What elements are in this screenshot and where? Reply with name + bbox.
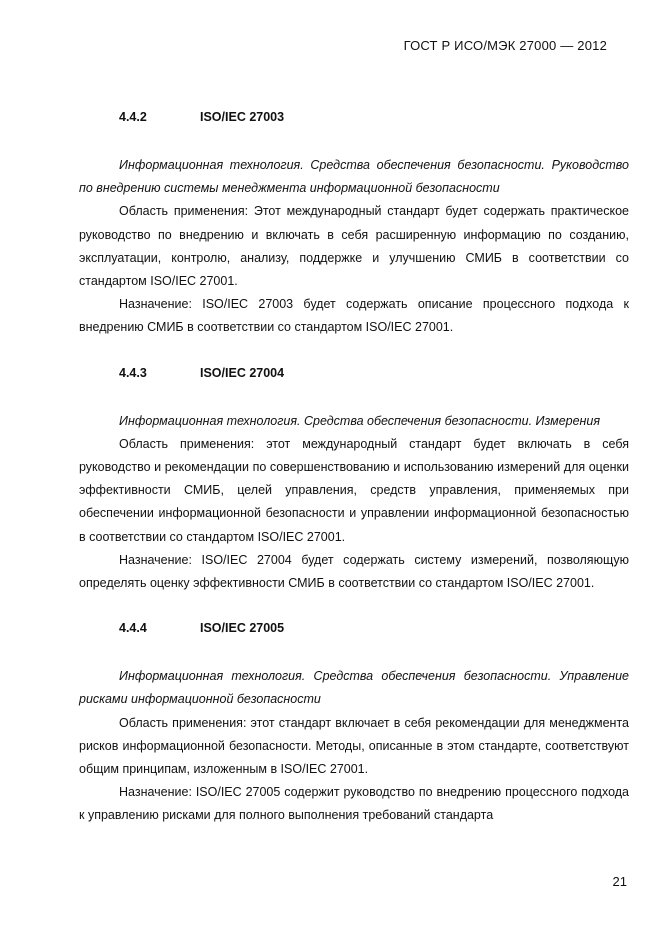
section-heading — [79, 619, 629, 637]
page-number: 21 — [612, 874, 627, 889]
section-heading — [79, 108, 629, 126]
section-number: 4.4.2 — [119, 110, 147, 124]
document-header: ГОСТ Р ИСО/МЭК 27000 — 2012 — [403, 38, 607, 53]
section-title: Информационная технология. Средства обеспечения безопасности. Измерения — [119, 413, 601, 428]
section-number: 4.4.4 — [119, 621, 147, 636]
page-content — [79, 108, 629, 828]
section-code: ISO/IEC 27004 — [200, 365, 285, 380]
section-purpose: Назначение: ISO/IEC 27004 будет содержать систему измерений, позволяющую определять оценку эффективности СМИБ в соответствии со стандартом ISO/IEC 27001. — [79, 552, 629, 591]
section-code: ISO/IEC 27005 — [200, 621, 285, 636]
section-title: Информационная технология. Средства обеспечения безопасности. Руководство по внедрению системы менеджмента информационной безопасности — [79, 158, 629, 196]
section-number: 4.4.3 — [119, 365, 147, 380]
section-heading — [79, 364, 629, 382]
section-code: ISO/IEC 27003 — [200, 110, 285, 124]
section-scope: Область применения: этот стандарт включает в себя рекомендации для менеджмента рисков информационной безопасности. Методы, описанные в этом стандарте, соответствуют общим принципам, изложенным в ISO/IEC 27001. — [79, 715, 629, 777]
section-purpose: Назначение: ISO/IEC 27005 содержит руководство по внедрению процессного подхода к управлению рисками для полного выполнения требований стандарта — [79, 785, 629, 823]
section-4-4-2 — [79, 108, 629, 340]
section-scope: Область применения: этот международный стандарт будет включать в себя руководство и рекомендации по совершенствованию и использованию измерений для оценки эффективности СМИБ, целей управления, средств управления, применяемых при обеспечении информационной безопасности и управлении информационной безопасностью в соответствии со стандартом ISO/IEC 27001. — [79, 436, 629, 544]
section-title: Информационная технология. Средства обеспечения безопасности. Управление рисками информационной безопасности — [79, 669, 629, 707]
section-scope: Область применения: Этот международный стандарт будет содержать практическое руководство по внедрению и включать в себя расширенную информацию по созданию, эксплуатации, контролю, анализу, поддержке и улучшению СМИБ в соответствии со стандартом ISO/IEC 27001. — [79, 204, 629, 289]
section-4-4-4 — [79, 619, 629, 827]
section-4-4-3 — [79, 364, 629, 596]
section-purpose: Назначение: ISO/IEC 27003 будет содержать описание процессного подхода к внедрению СМИБ в соответствии со стандартом ISO/IEC 27001. — [79, 297, 629, 335]
